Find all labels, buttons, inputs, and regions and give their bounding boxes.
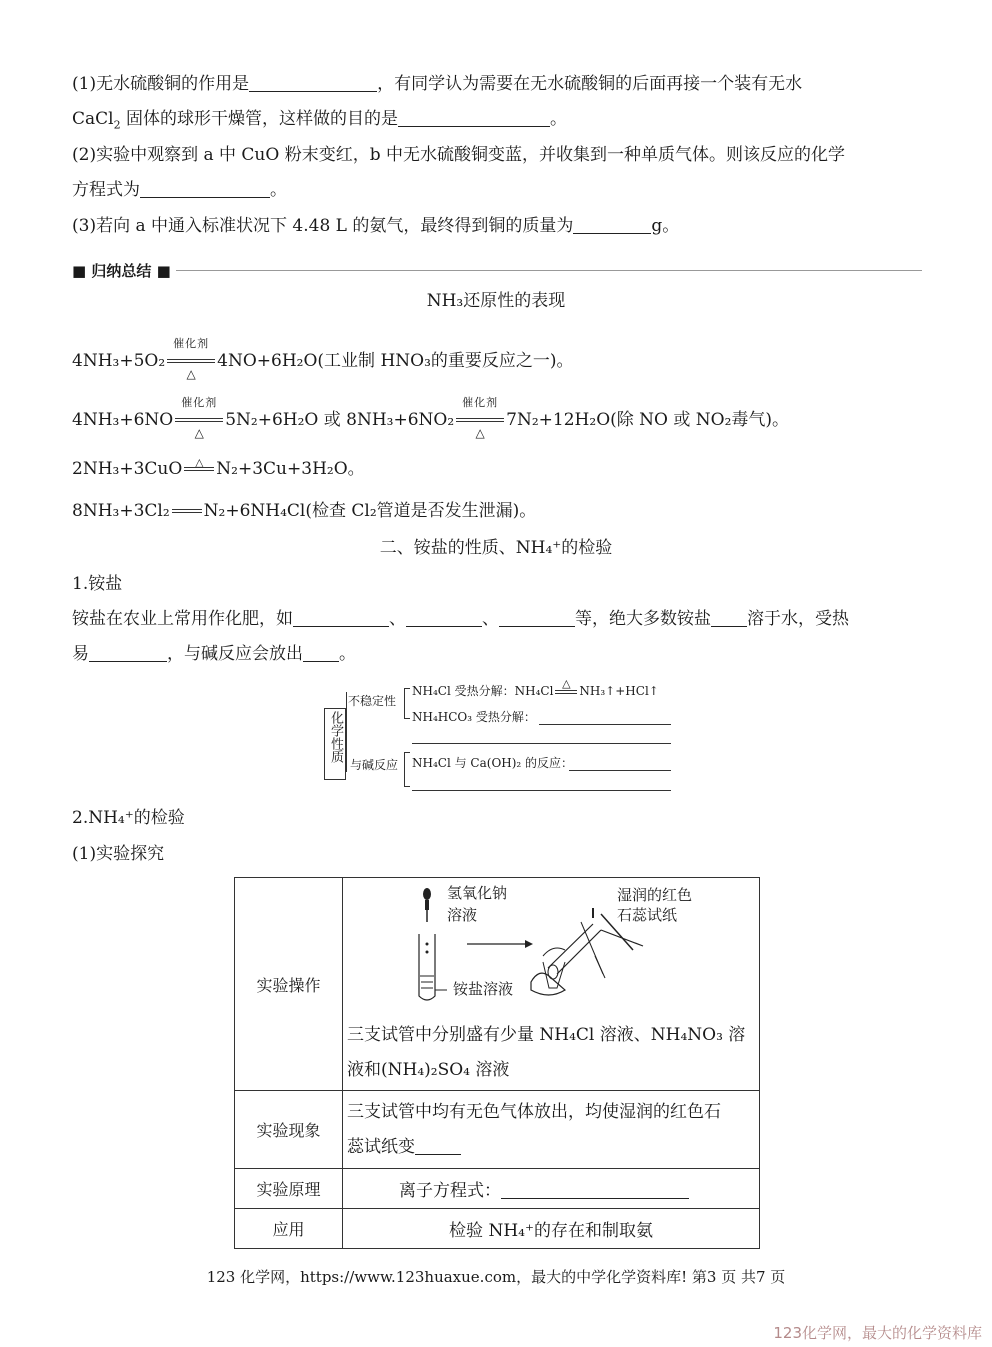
row-label-operation: 实验操作 [235,878,343,1091]
ammonium-salt-line2 [72,642,356,666]
punct: 。 [270,180,287,200]
heat-arrow [553,676,579,699]
answer-line[interactable] [539,724,671,725]
operation-text [347,1018,745,1088]
text: 易 [72,644,89,664]
apparatus-figure [343,878,761,1008]
answer-blank[interactable] [501,1180,689,1199]
phenomenon-line1: 三支试管中均有无色气体放出，均使湿润的红色石 [347,1101,721,1122]
answer-blank[interactable] [406,608,482,627]
heat-icon: △ [475,425,485,440]
sep: 、 [482,609,499,629]
label-litmus-paper: 石蕊试纸 [617,906,678,924]
q3-unit: g。 [651,216,680,236]
reactants: 2NH₃+3CuO [72,459,183,479]
reactants: 8NH₃+3Cl₂ [72,501,170,521]
answer-blank[interactable] [415,1136,461,1155]
q1-text-b: ，有同学认为需要在无水硫酸铜的后面再接一个装有无水 [377,74,803,94]
products: 4NO+6H₂O(工业制 HNO₃的重要反应之一)。 [217,351,574,371]
brace-tick [404,688,410,689]
reactants: 4NH₃+5O₂ [72,351,166,371]
table-row [235,1209,760,1249]
table-row [235,1091,760,1169]
products: 7N₂+12H₂O(除 NO 或 NO₂毒气)。 [506,410,790,430]
page-footer: 123 化学网，https://www.123huaxue.com，最大的中学化学资料库! 第3 页 共7 页 [206,1268,786,1286]
punct: 。 [339,644,356,664]
watermark: 123化学网，最大的化学资料库 [773,1324,982,1342]
answer-blank[interactable] [573,215,651,234]
application-cell: 检验 NH₄⁺的存在和制取氨 [343,1209,760,1249]
answer-line[interactable] [412,790,671,791]
principle-text: 离子方程式： [399,1181,501,1201]
subscript: 2 [113,118,121,132]
brace-unstable [404,688,405,718]
item-nh4cl-caoh2: NH₄Cl 与 Ca(OH)₂ 的反应： [412,756,574,770]
catalyst-label: 催化剂 [462,395,499,409]
label-ammonium-salt: 铵盐溶液 [453,980,514,998]
text: 铵盐在农业上常用作化肥，如 [72,609,293,629]
catalyst-label: 催化剂 [173,336,210,350]
branch-unstable: 不稳定性 [348,694,397,708]
experiment-table [234,877,760,1249]
answer-blank[interactable] [711,608,747,627]
heat-icon: △ [562,676,571,690]
q1-line2 [72,107,567,131]
section-rule [176,270,922,271]
brace-tick [404,718,410,719]
section-2-title: 2.NH₄⁺的检验 [72,808,185,828]
phenomenon-cell [343,1091,760,1169]
reaction-2 [72,395,790,440]
operation-cell [343,878,760,1091]
punct: 。 [550,109,567,129]
products: N₂+3Cu+3H₂O。 [216,459,365,479]
label-wet-red: 湿润的红色 [617,886,693,904]
item-nh4hco3: NH₄HCO₃ 受热分解： [412,710,536,724]
brace-tick [404,752,410,753]
chemical-properties-diagram [324,676,684,795]
brace-tick [404,786,410,787]
catalyst-arrow [454,395,506,440]
row-label-phenomenon: 实验现象 [235,1091,343,1169]
summary-label: ■ 归纳总结 ■ [72,262,171,280]
summary-header [72,260,922,280]
phenomenon-line2 [347,1130,759,1165]
operation-line1: 三支试管中分别盛有少量 NH₄Cl 溶液、NH₄NO₃ 溶 [347,1025,746,1045]
table-row [235,1169,760,1209]
ammonium-salt-line1 [72,607,849,631]
catalyst-arrow [165,336,217,381]
reaction-3 [72,457,365,482]
products-and-reactants: 5N₂+6H₂O 或 8NH₃+6NO₂ [225,410,455,430]
heat-icon: △ [194,425,204,440]
answer-line[interactable] [412,743,671,744]
answer-blank[interactable] [398,108,550,127]
formula: CaCl [72,109,114,129]
phenomenon-text: 蕊试纸变 [347,1136,415,1157]
summary-title: NH₃还原性的表现 [426,291,566,311]
q3-line [72,214,679,238]
catalyst-arrow [173,395,225,440]
catalyst-label: 催化剂 [181,395,218,409]
operation-line2: 液和(NH₄)₂SO₄ 溶液 [347,1060,510,1080]
text: ，与碱反应会放出 [167,644,303,664]
answer-blank[interactable] [249,73,377,92]
answer-blank[interactable] [293,608,389,627]
answer-blank[interactable] [89,643,167,662]
answer-line[interactable] [569,770,671,771]
q2-line2 [72,178,287,202]
q1-text-a: (1)无水硫酸铜的作用是 [72,74,250,94]
box-label: 化学性质 [328,711,343,763]
heat-arrow [182,455,216,482]
property-box [324,708,346,780]
q3-text: (3)若向 a 中通入标准状况下 4.48 L 的氨气，最终得到铜的质量为 [72,216,574,236]
branch-alkali: 与碱反应 [350,758,399,772]
brace-alkali [404,752,405,786]
products: N₂+6NH₄Cl(检查 Cl₂管道是否发生泄漏)。 [203,501,537,521]
answer-blank[interactable] [140,179,270,198]
row-label-principle: 实验原理 [235,1169,343,1209]
part2-heading: 二、铵盐的性质、NH₄⁺的检验 [379,538,613,558]
item-nh4cl [412,676,659,699]
item-products: NH₃↑+HCl↑ [579,684,659,698]
q1-text-c: 固体的球形干燥管，这样做的目的是 [126,109,398,129]
section-1-title: 1.铵盐 [72,574,123,594]
item-text: NH₄Cl 受热分解：NH₄Cl [412,684,554,698]
equals-sign [170,500,204,524]
principle-cell [343,1169,760,1209]
answer-blank[interactable] [303,643,339,662]
label-naoh: 氢氧化钠 [447,884,508,902]
section-2a-title: (1)实验探究 [72,844,165,864]
q1-line1 [72,72,802,96]
label-solution: 溶液 [447,906,478,924]
reaction-1 [72,336,574,381]
reactants: 4NH₃+6NO [72,410,174,430]
sep: 、 [389,609,406,629]
heat-icon: △ [186,366,196,381]
text: 溶于水，受热 [747,609,849,629]
heat-icon: △ [195,455,204,469]
row-label-application: 应用 [235,1209,343,1249]
q2-line1: (2)实验中观察到 a 中 CuO 粉末变红，b 中无水硫酸铜变蓝，并收集到一种单质气体。则该反应的化学 [72,145,846,165]
answer-blank[interactable] [499,608,575,627]
table-row [235,878,760,1091]
text: 等，绝大多数铵盐 [575,609,711,629]
bracket-line [346,692,347,772]
q2-text: 方程式为 [72,180,140,200]
reaction-4 [72,499,536,524]
